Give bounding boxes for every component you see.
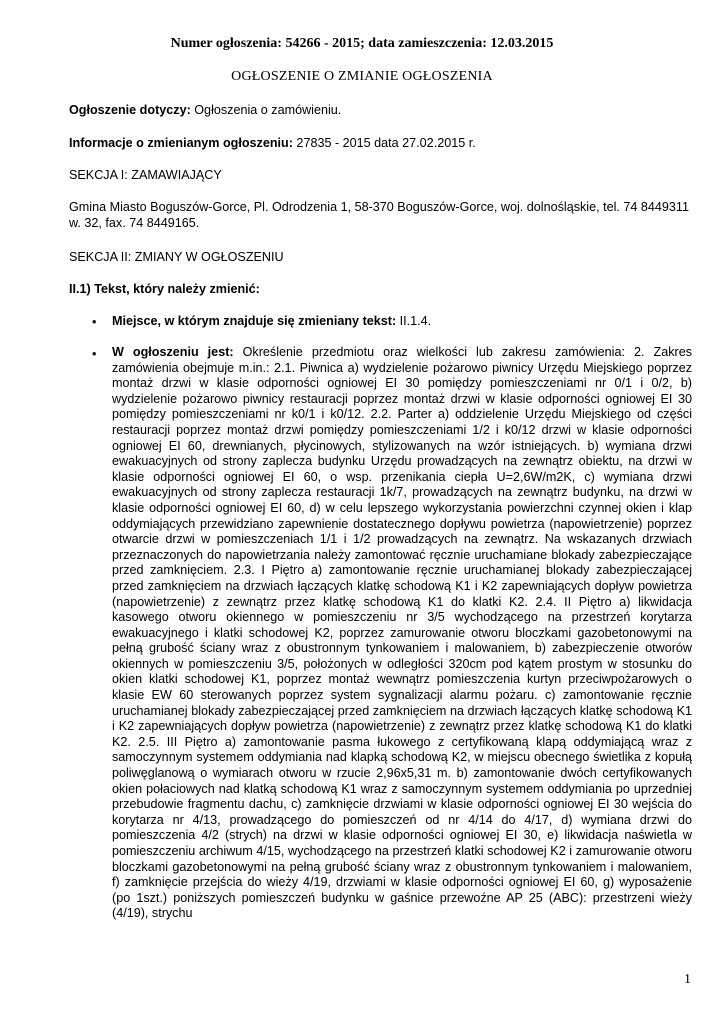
location-label: Miejsce, w którym znajduje się zmieniany tekst: xyxy=(112,314,397,328)
changed-info-value: 27835 - 2015 data 27.02.2015 r. xyxy=(292,136,476,150)
section2-subheading: II.1) Tekst, który należy zmienić: xyxy=(69,282,260,296)
current-text-label: W ogłoszeniu jest: xyxy=(112,345,234,359)
changed-info-label: Informacje o zmienianym ogłoszeniu: xyxy=(69,136,293,150)
changed-info-row xyxy=(69,136,476,150)
page-title: OGŁOSZENIE O ZMIANIE OGŁOSZENIA xyxy=(231,69,493,84)
contracting-authority-text: Gmina Miasto Boguszów-Gorce, Pl. Odrodzenia 1, 58-370 Boguszów-Gorce, woj. dolnośląskie, tel. 74 8449311 w. 32, fax. 74 8449165. xyxy=(69,200,689,230)
current-text-value: Określenie przedmiotu oraz wielkości lub zakresu zamówienia: 2. Zakres zamówienia obejmuje m.in.: 2.1. Piwnica a) wydzielenie pożarowo piwnicy Urzędu Miejskiego poprzez montaż drzwi w klasie odporności ogniowej EI 30 pomiędzy pomieszczeniami nr 0/1 i 0/2, b) wydzielenie pożarowo piwnicy restauracji poprzez montaż drzwi w klasie odporności ogniowej EI 30 pomiędzy pomieszczeniami nr k0/1 i k0/12. 2.2. Parter a) oddzielenie Urzędu Miejskiego od części restauracji poprzez montaż drzwi pomiędzy pomieszczeniami 1/2 i k0/12 drzwi w klasie odporności ogniowej EI 60, drewnianych, płycinowych, stylizowanych na wzór istniejących. b) wymiana drzwi ewakuacyjnych od strony zaplecza budynku Urzędu prowadzących na zewnątrz obiektu, na drzwi w klasie odporności ogniowej EI 60, o wsp. przenikania ciepła U=2,6W/m2K, c) wymiana drzwi ewakuacyjnych od strony zaplecza restauracji 1k/7, prowadzących na zewnątrz budynku, na drzwi w klasie odporności ogniowej EI 60, d) w celu lepszego wykorzystania powierzchni czynnej okien i klap oddymiających przewidziano zapewnienie dostatecznego dopływu powietrza (napowietrzenie) poprzez otwarcie drzwi w pomieszczeniach 1/1 i 1/2 prowadzących na zewnątrz. Na wskazanych drzwiach przeznaczonych do napowietrzania należy zamontować ręcznie uruchamiane blokady zabezpieczające przed zamknięciem. 2.3. I Piętro a) zamontowanie ręcznie uruchamianej blokady zabezpieczającej przed zamknięciem na drzwiach łączących klatkę schodową K1 i K2 zapewniających dopływ powietrza (napowietrzenie) z zewnątrz przez klatkę schodową K1 do klatki K2. 2.4. II Piętro a) likwidacja kasowego otworu okiennego w pomieszczeniu nr 3/5 wychodzącego na przestrzeń korytarza ewakuacyjnego i klatki schodowej K2, poprzez zamurowanie otworu bloczkami gazobetonowymi na pełną grubość ściany wraz z obustronnym tynkowaniem i malowaniem, b) zabezpieczenie otworów okiennych w pomieszczeniu 3/5, położonych w odległości 320cm pod kątem prostym w stosunku do okien klatki schodowej K1, poprzez montaż wewnątrz pomieszczenia kurtyn przeciwpożarowych o klasie EW 60 sterowanych poprzez system sygnalizacji alarmu pożaru. c) zamontowanie ręcznie uruchamianej blokady zabezpieczającej przed zamknięciem na drzwiach łączących klatkę schodową K1 i K2 zapewniających dopływ powietrza (napowietrzenie) z zewnątrz przez klatkę schodową K1 do klatki K2. 2.5. III Piętro a) zamontowanie pasma łukowego z certyfikowaną klapą oddymiającą wraz z samoczynnym systemem oddymiania nad klapką schodową K2, w miejscu obecnego świetlika z kopułą poliwęglanową o wymiarach otworu w rzucie 2,96x5,31 m. b) zamontowanie dwóch certyfikowanych okien połaciowych nad klatką schodową K1 wraz z samoczynnym systemem oddymiania po uprzedniej przebudowie fragmentu dachu, c) zamknięcie drzwiami w klasie odporności ogniowej EI 30 wejścia do korytarza nr 4/13, prowadzącego do pomieszczeń od nr 4/14 do 4/17, d) wymiana drzwi do pomieszczenia 4/2 (strych) na drzwi w klasie odporności ogniowej EI 30, e) likwidacja naświetla w pomieszczeniu archiwum 4/15, wychodzącego na przestrzeń klatki schodowej K2 i zamurowanie otworu bloczkami gazobetonowymi na pełną grubość ściany wraz z obustronnym tynkowaniem i malowaniem, f) zamknięcie przejścia do wieży 4/19, drzwiami w klasie odporności ogniowej EI 60, g) wyposażenie (po 1szt.) poniższych pomieszczeń budynku w gaśnice przewoźne AP 25 (ABC): przestrzeni wieży (4/19), strychu xyxy=(112,345,693,921)
section1-heading: SEKCJA I: ZAMAWIAJĄCY xyxy=(69,168,222,182)
concerns-row xyxy=(69,103,341,117)
location-value: II.1.4. xyxy=(396,314,432,328)
announcement-number-line: Numer ogłoszenia: 54266 - 2015; data zamieszczenia: 12.03.2015 xyxy=(170,36,554,51)
page-number: 1 xyxy=(684,972,691,987)
concerns-label: Ogłoszenie dotyczy: xyxy=(69,103,191,117)
section2-heading: SEKCJA II: ZMIANY W OGŁOSZENIU xyxy=(69,250,284,264)
list-item-location xyxy=(112,314,692,330)
bullet-glyph: • xyxy=(92,347,97,361)
bullet-glyph: • xyxy=(92,315,97,329)
concerns-value: Ogłoszenia o zamówieniu. xyxy=(190,103,342,117)
list-item-current-text xyxy=(112,345,692,922)
